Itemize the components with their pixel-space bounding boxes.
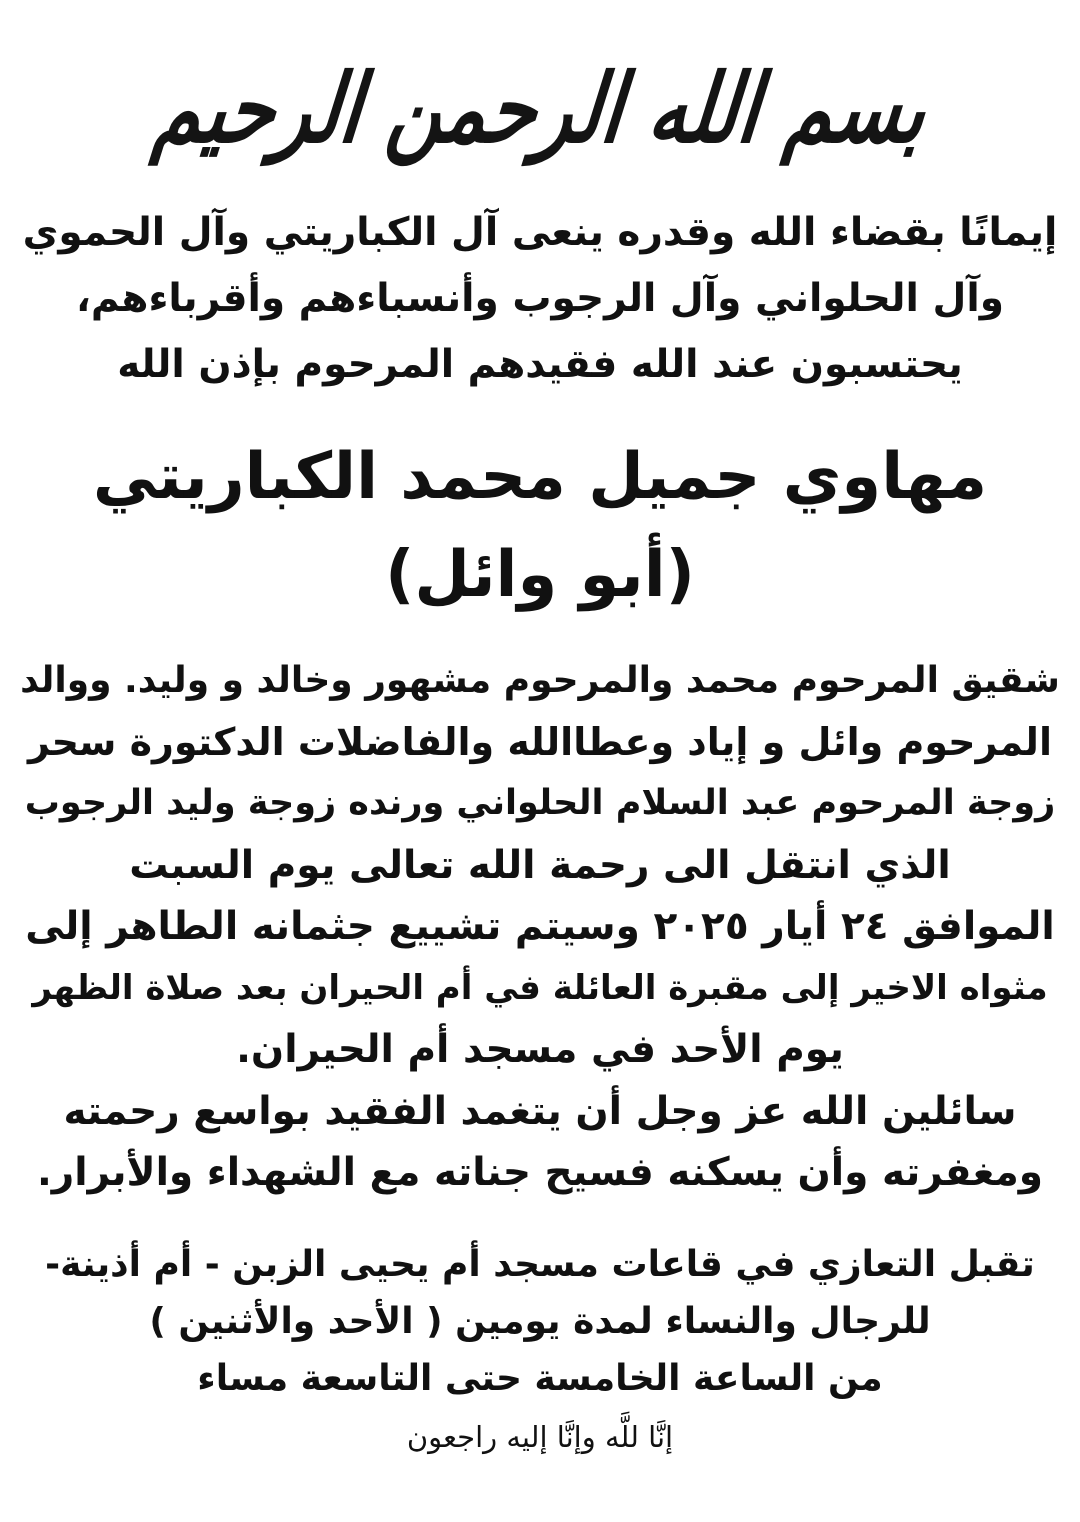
body-line: الموافق ٢٤ أيار ٢٠٢٥ وسيتم تشييع جثمانه الطاهر إلى: [25, 904, 1055, 949]
body-line: سائلين الله عز وجل أن يتغمد الفقيد بواسع رحمته: [63, 1088, 1017, 1134]
intro-line: وآل الحلواني وآل الرجوب وأنسباءهم وأقرباءهم،: [76, 276, 1004, 321]
body-line: يوم الأحد في مسجد أم الحيران.: [236, 1027, 844, 1072]
body-line: ومغفرته وأن يسكنه فسيح جناته مع الشهداء والأبرار.: [36, 1150, 1044, 1195]
condolence-line: تقبل التعازي في قاعات مسجد أم يحيى الزبن - أم أذينة-: [45, 1244, 1035, 1285]
condolence-details: [0, 1236, 1080, 1407]
intro-line: إيمانًا بقضاء الله وقدره ينعى آل الكباريتي وآل الحموي: [22, 210, 1058, 255]
body-line: زوجة المرحوم عبد السلام الحلواني ورنده زوجة وليد الرجوب: [24, 783, 1056, 823]
deceased-kunya: (أبو وائل): [385, 538, 695, 612]
closing-verse: إنَّا للَّه وإنَّا إليه راجعون: [406, 1420, 674, 1454]
body-line: المرحوم وائل و إياد وعطاالله والفاضلات الدكتورة سحر: [28, 719, 1052, 764]
body-line: شقيق المرحوم محمد والمرحوم مشهور وخالد و وليد. ووالد: [20, 660, 1060, 701]
announcement-intro: [0, 200, 1080, 398]
obituary-body: [0, 650, 1080, 1204]
body-line: مثواه الاخير إلى مقبرة العائلة في أم الحيران بعد صلاة الظهر: [32, 967, 1048, 1008]
intro-line: يحتسبون عند الله فقيدهم المرحوم بإذن الله: [117, 342, 963, 387]
condolence-line: للرجال والنساء لمدة يومين ( الأحد والأثنين ): [149, 1301, 931, 1342]
deceased-name: مهاوي جميل محمد الكباريتي: [92, 440, 988, 514]
basmala-calligraphy: [0, 28, 1080, 188]
condolence-line: من الساعة الخامسة حتى التاسعة مساء: [197, 1358, 883, 1399]
basmala-text: بسم الله الرحمن الرحيم: [148, 52, 932, 164]
body-line: الذي انتقل الى رحمة الله تعالى يوم السبت: [129, 842, 951, 888]
